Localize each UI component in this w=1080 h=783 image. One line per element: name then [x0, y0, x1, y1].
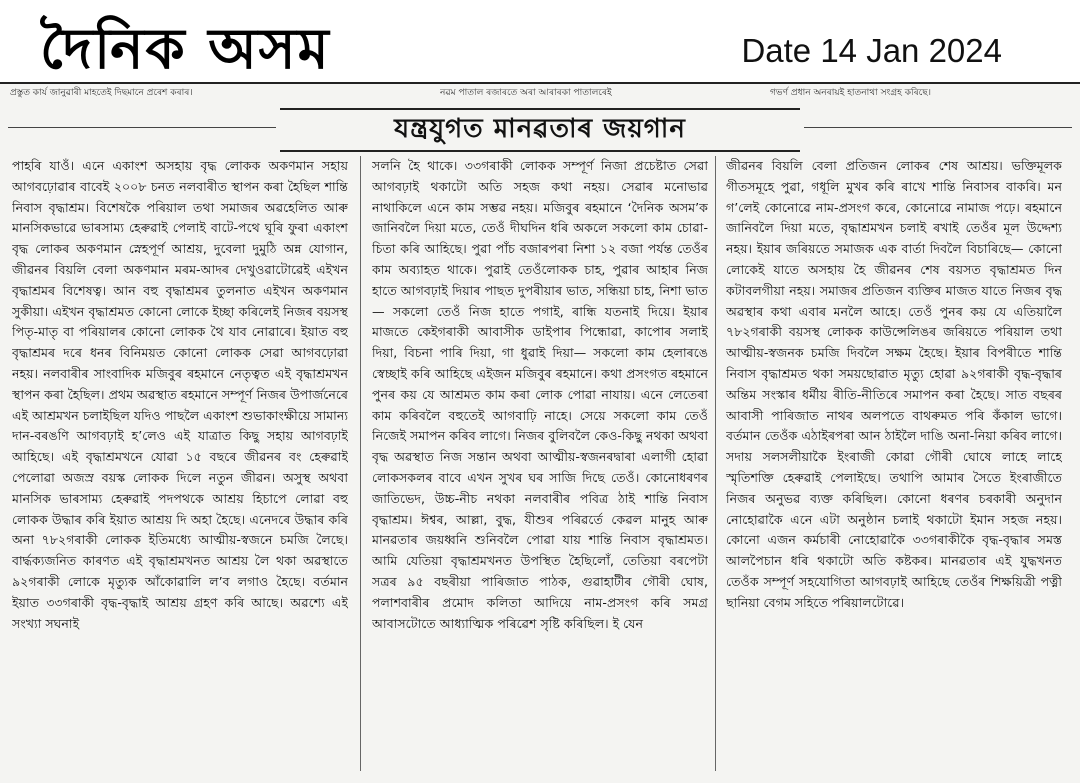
column-text: পাহৰি যাওঁ। এনে একাংশ অসহায় বৃদ্ধ লোকক অকণমান সহায় আগবঢ়োৱাৰ বাবেই ২০০৮ চনত নলবাৰীত স্থাপন কৰা হৈছিল শান্তি নিবাস বৃদ্ধাশ্ৰম। বিশেষকৈ পৰিয়াল তথা সমাজৰ অৱহেলিত আৰু মানসিকভাৱে ভাৰসাম্য হেৰুৱাই পেলাই বাটে-পথে ঘূৰি ফুৰা একাংশ বৃদ্ধ লোকৰ অকণমান স্নেহপূৰ্ণ আশ্ৰয়, দুবেলা দুমুঠি অন্ন যোগান, জীৱনৰ বিয়লি বেলা অকণমান মৰম-আদৰ দেখুওৱাটোৱেই এইখন বৃদ্ধাশ্ৰমৰ বিশেষত্ব। আন বহু বৃদ্ধাশ্ৰমৰ তুলনাত এইখন অকণমান সুকীয়া। এইখন বৃদ্ধাশ্ৰমত কোনো লোকে ইচ্ছা কৰিলেই নিজৰ বয়সস্থ পিতৃ-মাতৃ বা পৰিয়ালৰ কোনো লোকক থৈ যাব নোৱাৰে। ইয়াত বহু বৃদ্ধাশ্ৰমৰ দৰে ধনৰ বিনিময়ত কোনো লোকক সেৱা আগবঢ়োৱা নহয়। নলবাৰীৰ সাংবাদিক মজিবুৰ ৰহমানে নেতৃত্বত এই বৃদ্ধাশ্ৰমখন স্থাপন কৰা হৈছিল। প্ৰথম অৱস্থাত ৰহমানে সম্পূৰ্ণ নিজৰ উপাৰ্জনেৰে এই আশ্ৰমখন চলাইছিল যদিও পাছলৈ একাংশ শুভাকাংক্ষীয়ে সামান্য দান-বৰঙণি আগবঢ়াই হ’লেও এই যাত্ৰাত কিছু সহায় আগবঢ়াই আহিছে। এই বৃদ্ধাশ্ৰমখনে যোৱা ১৫ বছৰে জীৱনৰ বং হেৰুৱাই পেলোৱা অজস্ৰ বয়স্ক লোকক দিলে নতুন জীৱন। অসুস্থ অথবা মানসিক ভাৰসাম্য হেৰুৱাই পদপথকে আশ্ৰয় হিচাপে লোৱা বহু লোকক উদ্ধাৰ কৰি ইয়াত আশ্ৰয় দি অহা হৈছে। এনেদৰে উদ্ধাৰ কৰি অনা ৭৮২গৰাকী লোকক ইতিমধ্যে আত্মীয়-স্বজনে চমজি লৈছে। বাৰ্দ্ধক্যজনিত কাৰণত এই বৃদ্ধাশ্ৰমখনত আশ্ৰয় লৈ থকা অৱস্থাতে ৯২গৰাকী লোকে মৃত্যুক আঁকোৱালি ল’ব লগাও হৈছে। বৰ্তমান ইয়াত ৩৩গৰাকী বৃদ্ধ-বৃদ্ধাই আশ্ৰয় গ্ৰহণ কৰি আছে। অৱশ্যে এই সংখ্যা সঘনাই: [12, 158, 348, 631]
headline-box: [280, 108, 800, 152]
headline-side-rule-right: [804, 127, 1072, 128]
edition-date: Date 14 Jan 2024: [741, 32, 1002, 69]
article-column-3: [726, 156, 1062, 776]
column-divider: [360, 156, 361, 771]
headline-side-rule-left: [8, 127, 276, 128]
article-column-2: [372, 156, 708, 776]
column-divider: [715, 156, 716, 771]
ticker-text-middle: নৱম পাতাল ৰজাৰতে অৰা আৰাৰকা পাতালৰেই: [440, 88, 612, 98]
ticker-text-left: প্ৰস্তুত কাৰ্য জানুৱাৰী মাহতেই দিছমানে প্ৰৰেশ কৰাৰ।: [10, 88, 193, 98]
newspaper-name: দৈনিক অসম: [40, 17, 331, 82]
column-text: জীৱনৰ বিয়লি বেলা প্ৰতিজন লোকৰ শেষ আশ্ৰয়। ভক্তিমূলক গীতসমূহে পুৱা, গধূলি মুখৰ কৰি ৰাখে শান্তি নিবাসৰ বাকৰি। মন গ’লেই কোনোৱে নাম-প্ৰসংগ কৰে, কোনোৱে নামাজ পঢ়ে। ৰহমানে জানিবলৈ দিয়া মতে, বৃদ্ধাশ্ৰমখন চলাই ৰখাই তেওঁৰ মূল উদ্দেশ্য নহয়। ইয়াৰ জৰিয়তে সমাজক এক বাৰ্তা দিবলৈ বিচাৰিছে— কোনো লোকেই যাতে অসহায় হৈ জীৱনৰ শেষ বয়সত বৃদ্ধাশ্ৰমত দিন কটাবলগীয়া নহয়। সমাজৰ প্ৰতিজন ব্যক্তিৰ মাজত যাতে নিজৰ বৃদ্ধ অৱস্থাৰ কথা এবাৰ মনলৈ আহে। তেওঁ পুনৰ কয় যে এতিয়ালৈ ৭৮২গৰাকী বয়সস্থ লোকক কাউন্সেলিঙৰ জৰিয়তে পৰিয়াল তথা আত্মীয়-স্বজনক চমজি দিবলৈ সক্ষম হৈছে। ইয়াৰ বিপৰীতে শান্তি নিবাস বৃদ্ধাশ্ৰমত থকা সময়ছোৱাত মৃত্যু হোৱা ৯২গৰাকী বৃদ্ধ-বৃদ্ধাৰ অন্তিম সংস্কাৰ ধৰ্মীয় ৰীতি-নীতিৰে সমাপন কৰা হৈছে। সাত বছৰৰ আবাসী পাৰিজাত নাথৰ অলপতে বাথৰুমত পৰি কঁকাল ভাগে। বৰ্তমান তেওঁক এঠাইৰপৰা আন ঠাইলৈ দাঙি অনা-নিয়া কৰিব লাগে। সদায় সলসলীয়াকৈ ইংৰাজী কোৱা গৌৰী ঘোষে লাহে লাহে স্মৃতিশক্তি হেৰুৱাই পেলাইছে। তথাপি আমাৰ সৈতে ইংৰাজীতে নিজৰ অনুভৱ ব্যক্ত কৰিছিল। কোনো ধৰণৰ চৰকাৰী অনুদান নোহোৱাকৈ এনে এটা অনুষ্ঠান চলাই থকাটো ইমান সহজ নহয়। কোনো এজন কৰ্মচাৰী নোহোৱাকৈ ৩৩গৰাকীকৈ বৃদ্ধ-বৃদ্ধাৰ সমস্ত আলপৈচান ধৰি থকাটো অতি কষ্টকৰ। মানৱতাৰ এই যুদ্ধখনত তেওঁক সম্পূৰ্ণ সহযোগিতা আগবঢ়াই আহিছে তেওঁৰ শিক্ষয়িত্ৰী পত্নী ছানিয়া বেগম সহিতে পৰিয়ালটোৱে।: [726, 158, 1062, 610]
column-text: সলনি হৈ থাকে। ৩৩গৰাকী লোকক সম্পূৰ্ণ নিজা প্ৰচেষ্টাত সেৱা আগবঢ়াই থকাটো অতি সহজ কথা নহয়। সেৱাৰ মনোভাৱ নাথাকিলে এনে কাম সম্ভৱ নহয়। মজিবুৰ ৰহমানে ‘দৈনিক অসম’ক জানিবলৈ দিয়া মতে, তেওঁ দীঘদিন ধৰি অকলে সকলো কাম চোৱা-চিতা কৰি আহিছে। পুৱা পাঁচ বজাৰপৰা নিশা ১২ বজা পৰ্যন্ত তেওঁৰ কাম অব্যাহত থাকে। পুৱাই তেওঁলোকক চাহ, পুৱাৰ আহাৰ নিজ হাতে আগবঢ়াই দিয়াৰ পাছত দুপৰীয়াৰ ভাত, সন্ধিয়া চাহ, নিশা ভাত— সকলো তেওঁ নিজ হাতে পগাই, ৰান্ধি যতনাই দিয়ে। ইয়াৰ মাজতে কেইগৰাকী আবাসীক ডাইপাৰ পিন্ধোৱা, কাপোৰ সলাই দিয়া, বিচনা পাৰি দিয়া, গা ধুৱাই দিয়া— সকলো কাম হেলাৰঙে স্বেচ্ছাই কৰি আহিছে এইজন মজিবুৰ ৰহমানে। কথা প্ৰসংগত ৰহমানে পুনৰ কয় যে আশ্ৰমত কাম কৰা লোক পোৱা নাযায়। এনে লেতেৰা কাম কৰিবলৈ বহুতেই আগবাঢ়ি নাহে। সেয়ে সকলো কাম তেওঁ নিজেই সমাপন কৰিব লাগে। নিজৰ বুলিবলৈ কেও-কিছু নথকা অথবা বৃদ্ধ অৱস্থাত নিজ সন্তান অথবা আত্মীয়-স্বজনৰদ্বাৰা এলাগী হোৱা লোকসকলৰ বাবে এখন সুখৰ ঘৰ সাজি দিছে তেওঁ। কোনোধৰণৰ জাতিভেদ, উচ্চ-নীচ নথকা নলবাৰীৰ পবিত্ৰ ঠাই শান্তি নিবাস বৃদ্ধাশ্ৰম। ঈশ্বৰ, আল্লা, বুদ্ধ, যীশুৰ পৰিৱৰ্তে কেৱল মানুহ আৰু মানৱতাৰ জয়ধ্বনি শুনিবলৈ পোৱা যায় শান্তি নিবাস বৃদ্ধাশ্ৰমত। আমি যেতিয়া বৃদ্ধাশ্ৰমখনত উপস্থিত হৈছিলোঁ, তেতিয়া বৰপেটা সত্ৰৰ ৯৫ বছৰীয়া পাৰিজাত পাঠক, গুৱাহাটীৰ গৌৰী ঘোষ, পলাশবাৰীৰ প্ৰমোদ কলিতা আদিয়ে নাম-প্ৰসংগ কৰি সমগ্ৰ আবাসটোতে আধ্যাত্মিক পৰিৱেশ সৃষ্টি কৰিছিল। ই যেন: [372, 158, 708, 631]
article-column-1: [12, 156, 348, 776]
ticker-text-right: গভৰ্ণ প্ৰধান অনৰায়ই হাতনাথা সংগ্ৰহ কৰিছে।: [770, 88, 931, 98]
masthead: [0, 0, 1080, 82]
article-headline: যন্ত্ৰযুগত মানৱতাৰ জয়গান: [394, 114, 686, 144]
